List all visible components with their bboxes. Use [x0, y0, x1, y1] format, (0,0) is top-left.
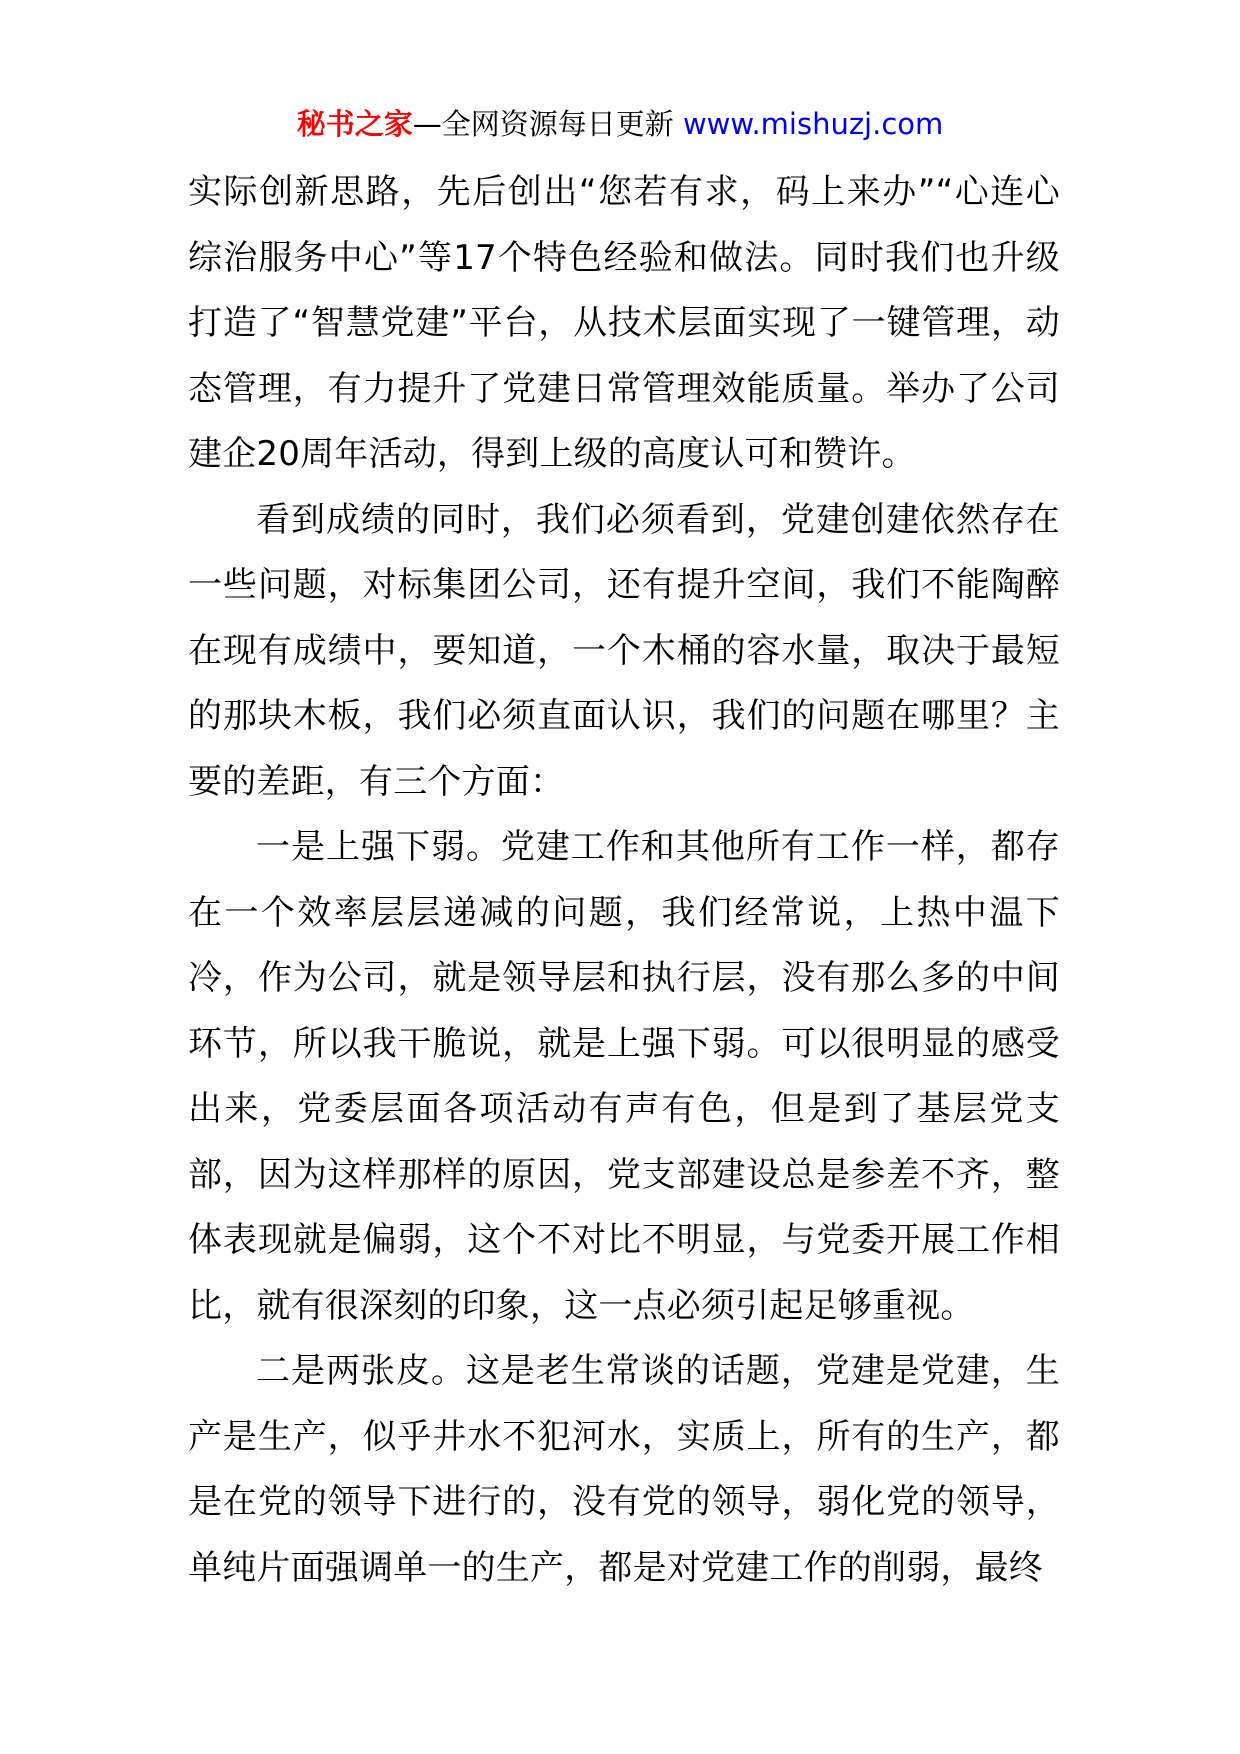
paragraph-4: 二是两张皮。这是老生常谈的话题，党建是党建，生产是生产，似乎井水不犯河水，实质上，所有的生产，都是在党的领导下进行的，没有党的领导，弱化党的领导，单纯片面强调单一的生产，都是对党建工作的削弱，最终	[188, 1351, 1060, 1588]
paragraph-2: 看到成绩的同时，我们必须看到，党建创建依然存在一些问题，对标集团公司，还有提升空间，我们不能陶醉在现有成绩中，要知道，一个木桶的容水量，取决于最短的那块木板，我们必须直面认识，我们的问题在哪里？主要的差距，有三个方面：	[188, 499, 1060, 802]
paragraph-1: 实际创新思路，先后创出“您若有求，码上来办”“心连心综治服务中心”等17个特色经验和做法。同时我们也升级打造了“智慧党建”平台，从技术层面实现了一键管理，动态管理，有力提升了党建日常管理效能质量。举办了公司建企20周年活动，得到上级的高度认可和赞许。	[188, 172, 1060, 474]
paragraph-3: 一是上强下弱。党建工作和其他所有工作一样，都存在一个效率层层递减的问题，我们经常说，上热中温下冷，作为公司，就是领导层和执行层，没有那么多的中间环节，所以我干脆说，就是上强下弱。可以很明显的感受出来，党委层面各项活动有声有色，但是到了基层党支部，因为这样那样的原因，党支部建设总是参差不齐，整体表现就是偏弱，这个不对比不明显，与党委开展工作相比，就有很深刻的印象，这一点必须引起足够重视。	[188, 827, 1060, 1326]
page-header	[0, 102, 1240, 146]
header-site-link[interactable]: www.mishuzj.com	[682, 107, 944, 141]
document-body	[188, 160, 1060, 1601]
header-brand: 秘书之家	[296, 107, 413, 141]
header-tagline: —全网资源每日更新	[412, 107, 674, 141]
